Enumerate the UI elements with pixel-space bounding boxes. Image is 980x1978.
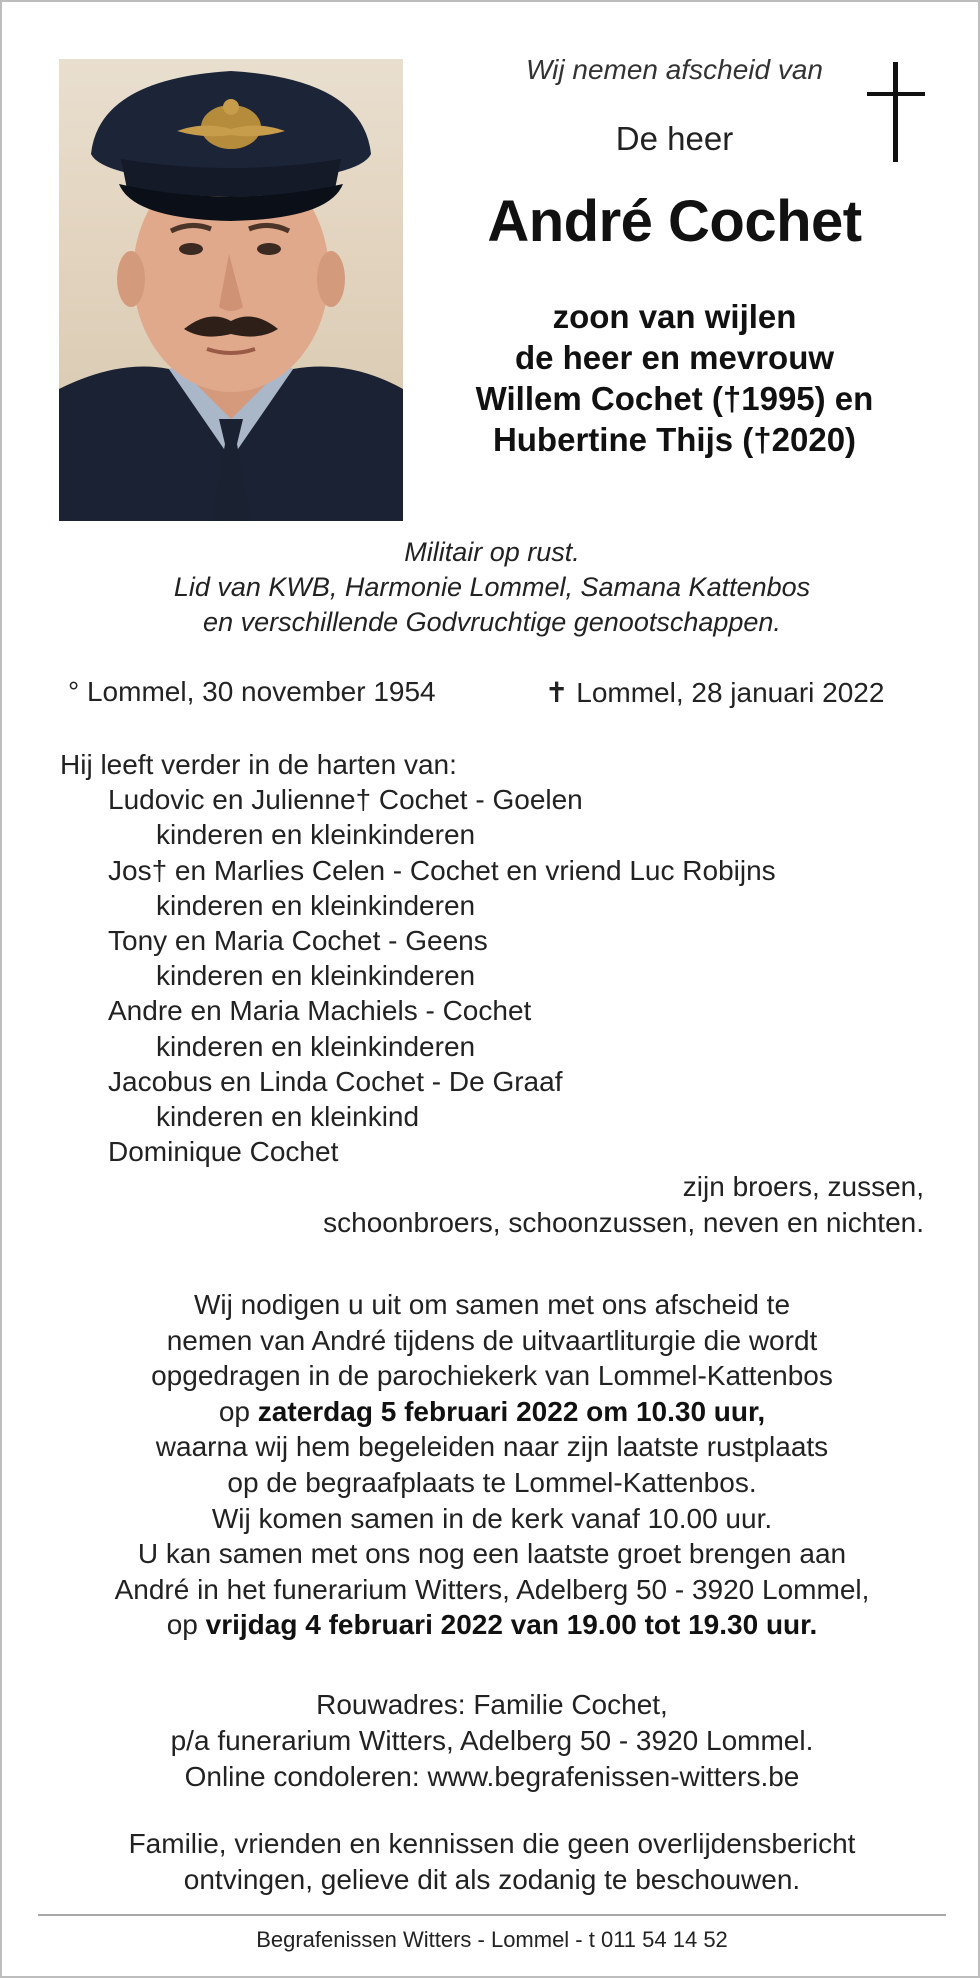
parents-block [422,296,927,460]
address-line: p/a funerarium Witters, Adelberg 50 - 3920 Lommel. [170,1725,814,1756]
parents-line: de heer en mevrouw [514,339,835,376]
family-name: Ludovic en Julienne† Cochet - Goelen [108,784,583,816]
family-sub: kinderen en kleinkinderen [156,1030,476,1062]
address-line: Rouwadres: Familie Cochet, [316,1689,668,1720]
bio-line: Lid van KWB, Harmonie Lommel, Samana Kattenbos [173,572,811,602]
closing-line: ontvingen, gelieve dit als zodanig te beschouwen. [183,1864,801,1895]
portrait-illustration [59,59,403,521]
address-line [2,1759,980,1795]
service-prefix: op [218,1395,258,1427]
service-line: Wij nodigen u uit om samen met ons afscheid te [193,1289,791,1320]
mourning-address [2,1687,980,1795]
bio-line: Militair op rust. [404,537,580,567]
deceased-name: André Cochet [487,189,862,254]
condolence-label: Online condoleren: [184,1761,428,1792]
family-sub: kinderen en kleinkinderen [156,960,476,992]
footer-text: Begrafenissen Witters - Lommel - t 011 54 14 52 [256,1927,728,1952]
family-name: Dominique Cochet [108,1136,339,1168]
closing-line: Familie, vrienden en kennissen die geen overlijdensbericht [128,1828,856,1859]
service-line: U kan samen met ons nog een laatste groet brengen aan [137,1538,847,1570]
family-sub: kinderen en kleinkinderen [156,819,476,851]
parents-line: zoon van wijlen [552,298,797,335]
bio-block [2,535,980,640]
service-line: nemen van André tijdens de uitvaartliturgie die wordt [166,1324,818,1356]
relations-line: zijn broers, zussen, [682,1171,924,1203]
family-sub: kinderen en kleinkinderen [156,889,476,921]
visitation-datetime: vrijdag 4 februari 2022 van 19.00 tot 19.30 uur. [205,1609,818,1641]
relations-line: schoonbroers, schoonzussen, neven en nichten. [323,1206,924,1238]
service-line: op de begraafplaats te Lommel-Kattenbos. [227,1466,757,1498]
survivors-intro: Hij leeft verder in de harten van: [60,749,457,780]
family-name: Andre en Maria Machiels - Cochet [108,995,532,1027]
family-name: Jacobus en Linda Cochet - De Graaf [108,1065,563,1097]
family-sub: kinderen en kleinkind [156,1101,420,1133]
survivors-block [60,747,930,1240]
intro-text: Wij nemen afscheid van [525,54,823,85]
death-date: ✝ Lommel, 28 januari 2022 [545,677,885,708]
service-line [2,1394,980,1430]
parents-line: Hubertine Thijs (†2020) [492,421,857,458]
service-line [2,1607,980,1643]
condolence-link[interactable]: www.begrafenissen-witters.be [427,1761,800,1792]
service-info [2,1287,980,1643]
service-line: opgedragen in de parochiekerk van Lommel-Kattenbos [151,1360,833,1392]
birth-date: ° Lommel, 30 november 1954 [68,676,436,707]
family-name: Tony en Maria Cochet - Geens [108,925,488,957]
service-prefix: op [166,1609,206,1641]
bio-line: en verschillende Godvruchtige genootschappen. [203,607,781,637]
family-name: Jos† en Marlies Celen - Cochet en vriend Luc Robijns [108,854,776,886]
service-line: André in het funerarium Witters, Adelberg 50 - 3920 Lommel, [114,1573,870,1605]
closing-note [2,1826,980,1898]
portrait-photo [59,59,403,521]
honorific: De heer [615,120,734,157]
service-line: Wij komen samen in de kerk vanaf 10.00 uur. [211,1502,773,1534]
footer-divider [38,1914,946,1916]
parents-line: Willem Cochet (†1995) en [475,380,874,417]
funeral-datetime: zaterdag 5 februari 2022 om 10.30 uur, [257,1395,766,1427]
service-line: waarna wij hem begeleiden naar zijn laatste rustplaats [155,1431,829,1463]
